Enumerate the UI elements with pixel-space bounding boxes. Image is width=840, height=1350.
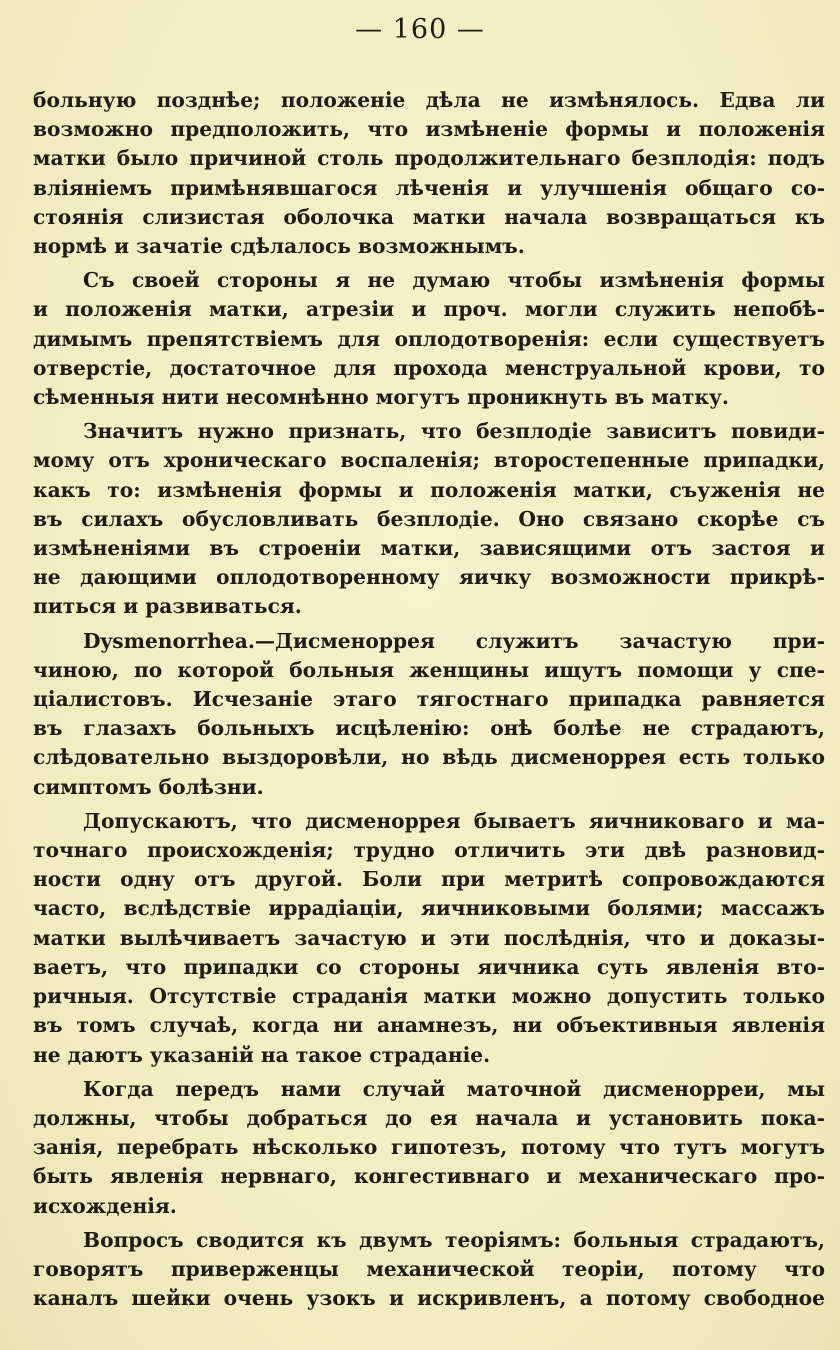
text-line: въ глазахъ больныхъ исцѣленію: онѣ болѣе не страдаютъ, bbox=[33, 716, 825, 741]
text-line: нормѣ и зачатіе сдѣлалось возможнымъ. bbox=[33, 234, 525, 259]
text-line: и положенія матки, атрезіи и проч. могли служить непобѣ- bbox=[33, 297, 825, 322]
text-line: ціалистовъ. Исчезаніе этаго тягостнаго припадка равняется bbox=[33, 687, 825, 712]
text-line: питься и развиваться. bbox=[33, 594, 302, 619]
text-line: говорятъ приверженцы механической теоріи, потому что bbox=[33, 1256, 825, 1281]
paragraph-3 bbox=[33, 417, 825, 621]
text-line: часто, вслѣдствіе иррадіаціи, яичниковыми болями; массажъ bbox=[33, 896, 825, 921]
text-line: исхожденія. bbox=[33, 1193, 177, 1218]
paragraph-dysmenorrhea bbox=[33, 627, 825, 802]
text-line: димымъ препятствіемъ для оплодотворенія: если существуетъ bbox=[33, 326, 825, 351]
text-line: измѣненіями въ строеніи матки, зависящими отъ застоя и bbox=[33, 536, 825, 561]
paragraph-7 bbox=[33, 1226, 825, 1314]
paragraph-5 bbox=[33, 807, 825, 1070]
text-line: матки было причиной столь продолжительнаго безплодія: подъ bbox=[33, 146, 825, 171]
text-line: быть явленія нервнаго, конгестивнаго и механическаго про- bbox=[33, 1164, 825, 1189]
text-line: чиною, по которой больныя женщины ищутъ помощи у спе- bbox=[33, 657, 825, 682]
text-line: какъ то: измѣненія формы и положенія матки, съуженія не bbox=[33, 477, 825, 502]
text-line: мому отъ хроническаго воспаленія; второстепенные припадки, bbox=[33, 448, 825, 473]
text-line: занія, перебрать нѣсколько гипотезъ, потому что тутъ могутъ bbox=[33, 1135, 825, 1160]
text-line: Вопросъ сводится къ двумъ теоріямъ: больныя страдаютъ, bbox=[83, 1227, 825, 1252]
text-line: ричныя. Отсутствіе страданія матки можно допустить только bbox=[33, 984, 825, 1009]
text-line: слѣдовательно выздоровѣли, но вѣдь дисменоррея есть только bbox=[33, 745, 825, 770]
text-line: вліяніемъ примѣнявшагося лѣченія и улучшенія общаго со- bbox=[33, 175, 825, 200]
page-number: — 160 — bbox=[355, 14, 485, 45]
text-line: стоянія слизистая оболочка матки начала возвращаться къ bbox=[33, 204, 825, 229]
paragraph-6 bbox=[33, 1075, 825, 1221]
text-line: Допускаютъ, что дисменоррея бываетъ яичниковаго и ма- bbox=[83, 808, 825, 833]
text-line: возможно предположить, что измѣненіе формы и положенія bbox=[33, 117, 825, 142]
paragraph-1 bbox=[33, 86, 825, 261]
text-line: ваетъ, что припадки со стороны яичника суть явленія вто- bbox=[33, 954, 825, 979]
text-line: Dysmenorrhea.—Дисменоррея служитъ зачастую при- bbox=[83, 628, 825, 653]
text-line: должны, чтобы добраться до ея начала и установить пока- bbox=[33, 1105, 825, 1130]
text-line: не даютъ указаній на такое страданіе. bbox=[33, 1042, 491, 1067]
text-line: не дающими оплодотворенному яичку возможности прикрѣ- bbox=[33, 565, 825, 590]
text-line: матки вылѣчиваетъ зачастую и эти послѣднія, что и доказы- bbox=[33, 925, 825, 950]
text-line: каналъ шейки очень узокъ и искривленъ, а потому свободное bbox=[33, 1286, 825, 1311]
text-line: отверстіе, достаточное для прохода менструальной крови, то bbox=[33, 355, 825, 380]
text-line: въ силахъ обусловливать безплодіе. Оно связано скорѣе съ bbox=[33, 506, 825, 531]
paragraph-2 bbox=[33, 266, 825, 412]
text-line: въ томъ случаѣ, когда ни анамнезъ, ни объективныя явленія bbox=[33, 1013, 825, 1038]
text-line: симптомъ болѣзни. bbox=[33, 774, 264, 799]
text-line: ности одну отъ другой. Боли при метритѣ сопровождаются bbox=[33, 867, 825, 892]
text-line: Съ своей стороны я не думаю чтобы измѣненія формы bbox=[83, 268, 825, 293]
text-line: Значитъ нужно признать, что безплодіе зависитъ повиди- bbox=[83, 419, 825, 444]
text-line: сѣменныя нити несомнѣнно могутъ проникнуть въ матку. bbox=[33, 385, 729, 410]
page-body bbox=[33, 86, 825, 1318]
text-line: точнаго происхожденія; трудно отличить эти двѣ разновид- bbox=[33, 838, 825, 863]
text-line: больную позднѣе; положеніе дѣла не измѣнялось. Едва ли bbox=[33, 88, 825, 112]
text-line: Когда передъ нами случай маточной дисменорреи, мы bbox=[83, 1076, 825, 1101]
